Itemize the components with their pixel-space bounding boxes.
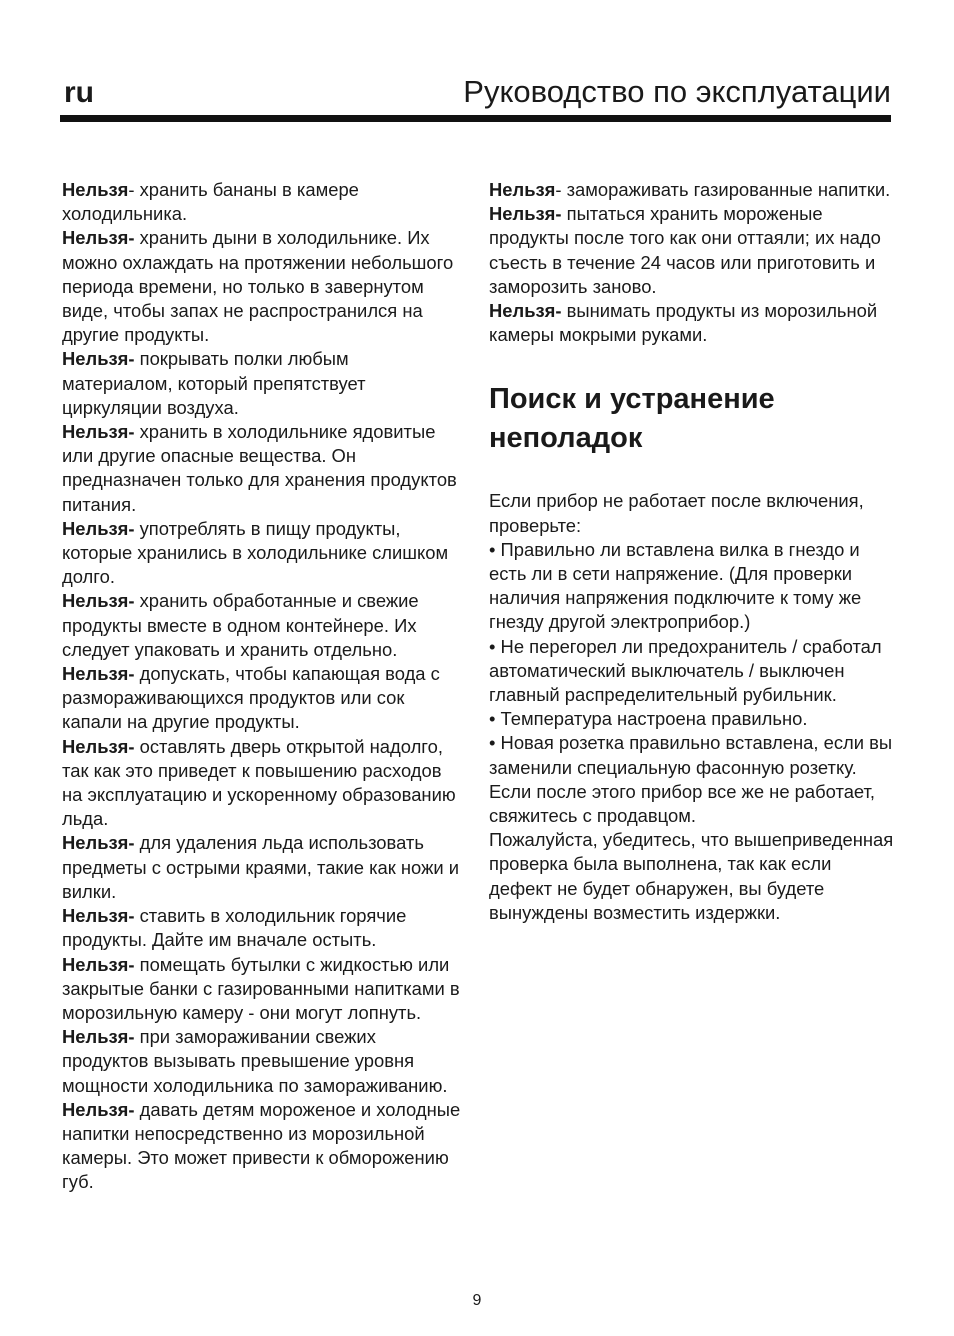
rule-item bbox=[62, 831, 464, 904]
right-column bbox=[489, 178, 894, 925]
rule-item bbox=[62, 420, 464, 517]
rule-label: Нельзя bbox=[62, 179, 129, 200]
troubleshooting-bullet: • Правильно ли вставлена вилка в гнездо и есть ли в сети напряжение. (Для проверки наличия напряжения подключите к тому же гнезду другой электроприбор.) bbox=[489, 538, 862, 633]
rule-label: Нельзя- bbox=[62, 663, 135, 685]
rule-text: помещать бутылки с жидкостью или закрытые банки с газированными напитками в морозильную камеру - они могут лопнуть. bbox=[62, 953, 460, 1023]
rule-label: Нельзя- bbox=[62, 517, 135, 539]
rule-item bbox=[62, 1025, 464, 1098]
rule-label: Нельзя- bbox=[62, 348, 135, 370]
rule-text: хранить обработанные и свежие продукты вместе в одном контейнере. Их следует упаковать и хранить отдельно. bbox=[62, 590, 419, 660]
rule-text: - замораживать газированные напитки. bbox=[555, 179, 891, 200]
section-heading: Поиск и устранение неполадок bbox=[489, 383, 775, 455]
rule-label: Нельзя- bbox=[62, 590, 135, 612]
rule-item bbox=[62, 662, 464, 735]
rule-text: пытаться хранить мороженые продукты после того как они оттаяли; их надо съесть в течение 24 часов или приготовить и заморозить заново. bbox=[489, 203, 881, 297]
rule-text: ставить в холодильник горячие продукты. Дайте им вначале остыть. bbox=[62, 905, 407, 951]
rule-label: Нельзя- bbox=[489, 300, 562, 322]
page-number: 9 bbox=[472, 1292, 482, 1309]
rule-item bbox=[62, 347, 464, 420]
rule-label: Нельзя- bbox=[62, 227, 135, 249]
rule-label: Нельзя- bbox=[62, 1026, 135, 1048]
troubleshooting-bullet: • Не перегорел ли предохранитель / сработал автоматический выключатель / выключен главный распределительный рубильник. bbox=[489, 635, 882, 706]
rule-item bbox=[62, 517, 464, 590]
header-rule bbox=[60, 115, 891, 122]
rule-text: хранить дыни в холодильнике. Их можно охлаждать на протяжении небольшого периода времени, но только в завернутом виде, чтобы запах не распространился на другие продукты. bbox=[62, 227, 454, 346]
rule-item bbox=[62, 1098, 464, 1195]
page-header bbox=[60, 68, 891, 124]
rule-text: допускать, чтобы капающая вода с размораживающихся продуктов или сок капали на другие продукты. bbox=[62, 663, 440, 733]
rule-item bbox=[62, 178, 464, 226]
rule-label: Нельзя- bbox=[62, 832, 135, 854]
rule-label: Нельзя- bbox=[62, 953, 135, 975]
rule-item bbox=[62, 904, 464, 952]
rule-text: оставлять дверь открытой надолго, так как это приведет к повышению расходов на эксплуатацию и ускоренному образованию льда. bbox=[62, 735, 456, 830]
troubleshooting-bullet: • Температура настроена правильно. bbox=[489, 708, 808, 730]
rule-item bbox=[489, 178, 894, 202]
document-title: Руководство по эксплуатации bbox=[463, 74, 891, 109]
rule-item bbox=[62, 735, 464, 832]
rule-text: хранить в холодильнике ядовитые или другие опасные вещества. Он предназначен только для хранения продуктов питания. bbox=[62, 421, 457, 515]
rule-label: Нельзя- bbox=[62, 421, 135, 443]
rule-item bbox=[62, 226, 464, 347]
rule-label: Нельзя- bbox=[62, 1098, 135, 1120]
rule-item bbox=[489, 202, 894, 299]
rule-item bbox=[489, 299, 894, 347]
rule-text: покрывать полки любым материалом, который препятствует циркуляции воздуха. bbox=[62, 348, 366, 418]
rule-label: Нельзя bbox=[489, 179, 556, 200]
rule-text: употреблять в пищу продукты, которые хранились в холодильнике слишком долго. bbox=[62, 517, 449, 588]
rule-label: Нельзя- bbox=[62, 735, 135, 757]
rule-item bbox=[62, 589, 464, 662]
troubleshooting-bullet: • Новая розетка правильно вставлена, если вы заменили специальную фасонную розетку. bbox=[489, 732, 893, 778]
rule-text: для удаления льда использовать предметы с острыми краями, такие как ножи и вилки. bbox=[62, 832, 460, 902]
troubleshooting-paragraph: Если после этого прибор все же не работает, свяжитесь с продавцом. bbox=[489, 780, 876, 827]
rule-item bbox=[62, 953, 464, 1026]
troubleshooting-paragraph: Если прибор не работает после включения, проверьте: bbox=[489, 490, 864, 536]
language-code: ru bbox=[64, 76, 94, 109]
left-column bbox=[62, 178, 464, 1195]
rule-label: Нельзя- bbox=[62, 905, 135, 927]
rule-text: вынимать продукты из морозильной камеры мокрыми руками. bbox=[489, 300, 878, 346]
rule-text: при замораживании свежих продуктов вызывать превышение уровня мощности холодильника по замораживанию. bbox=[62, 1026, 448, 1096]
troubleshooting-paragraph: Пожалуйста, убедитесь, что вышеприведенная проверка была выполнена, так как если дефект не будет обнаружен, вы будете вынуждены возместить издержки. bbox=[489, 829, 894, 923]
rule-text: давать детям мороженое и холодные напитки непосредственно из морозильной камеры. Это может привести к обморожению губ. bbox=[62, 1098, 461, 1193]
rule-label: Нельзя- bbox=[489, 203, 562, 225]
rule-text: - хранить бананы в камере холодильника. bbox=[62, 179, 359, 225]
